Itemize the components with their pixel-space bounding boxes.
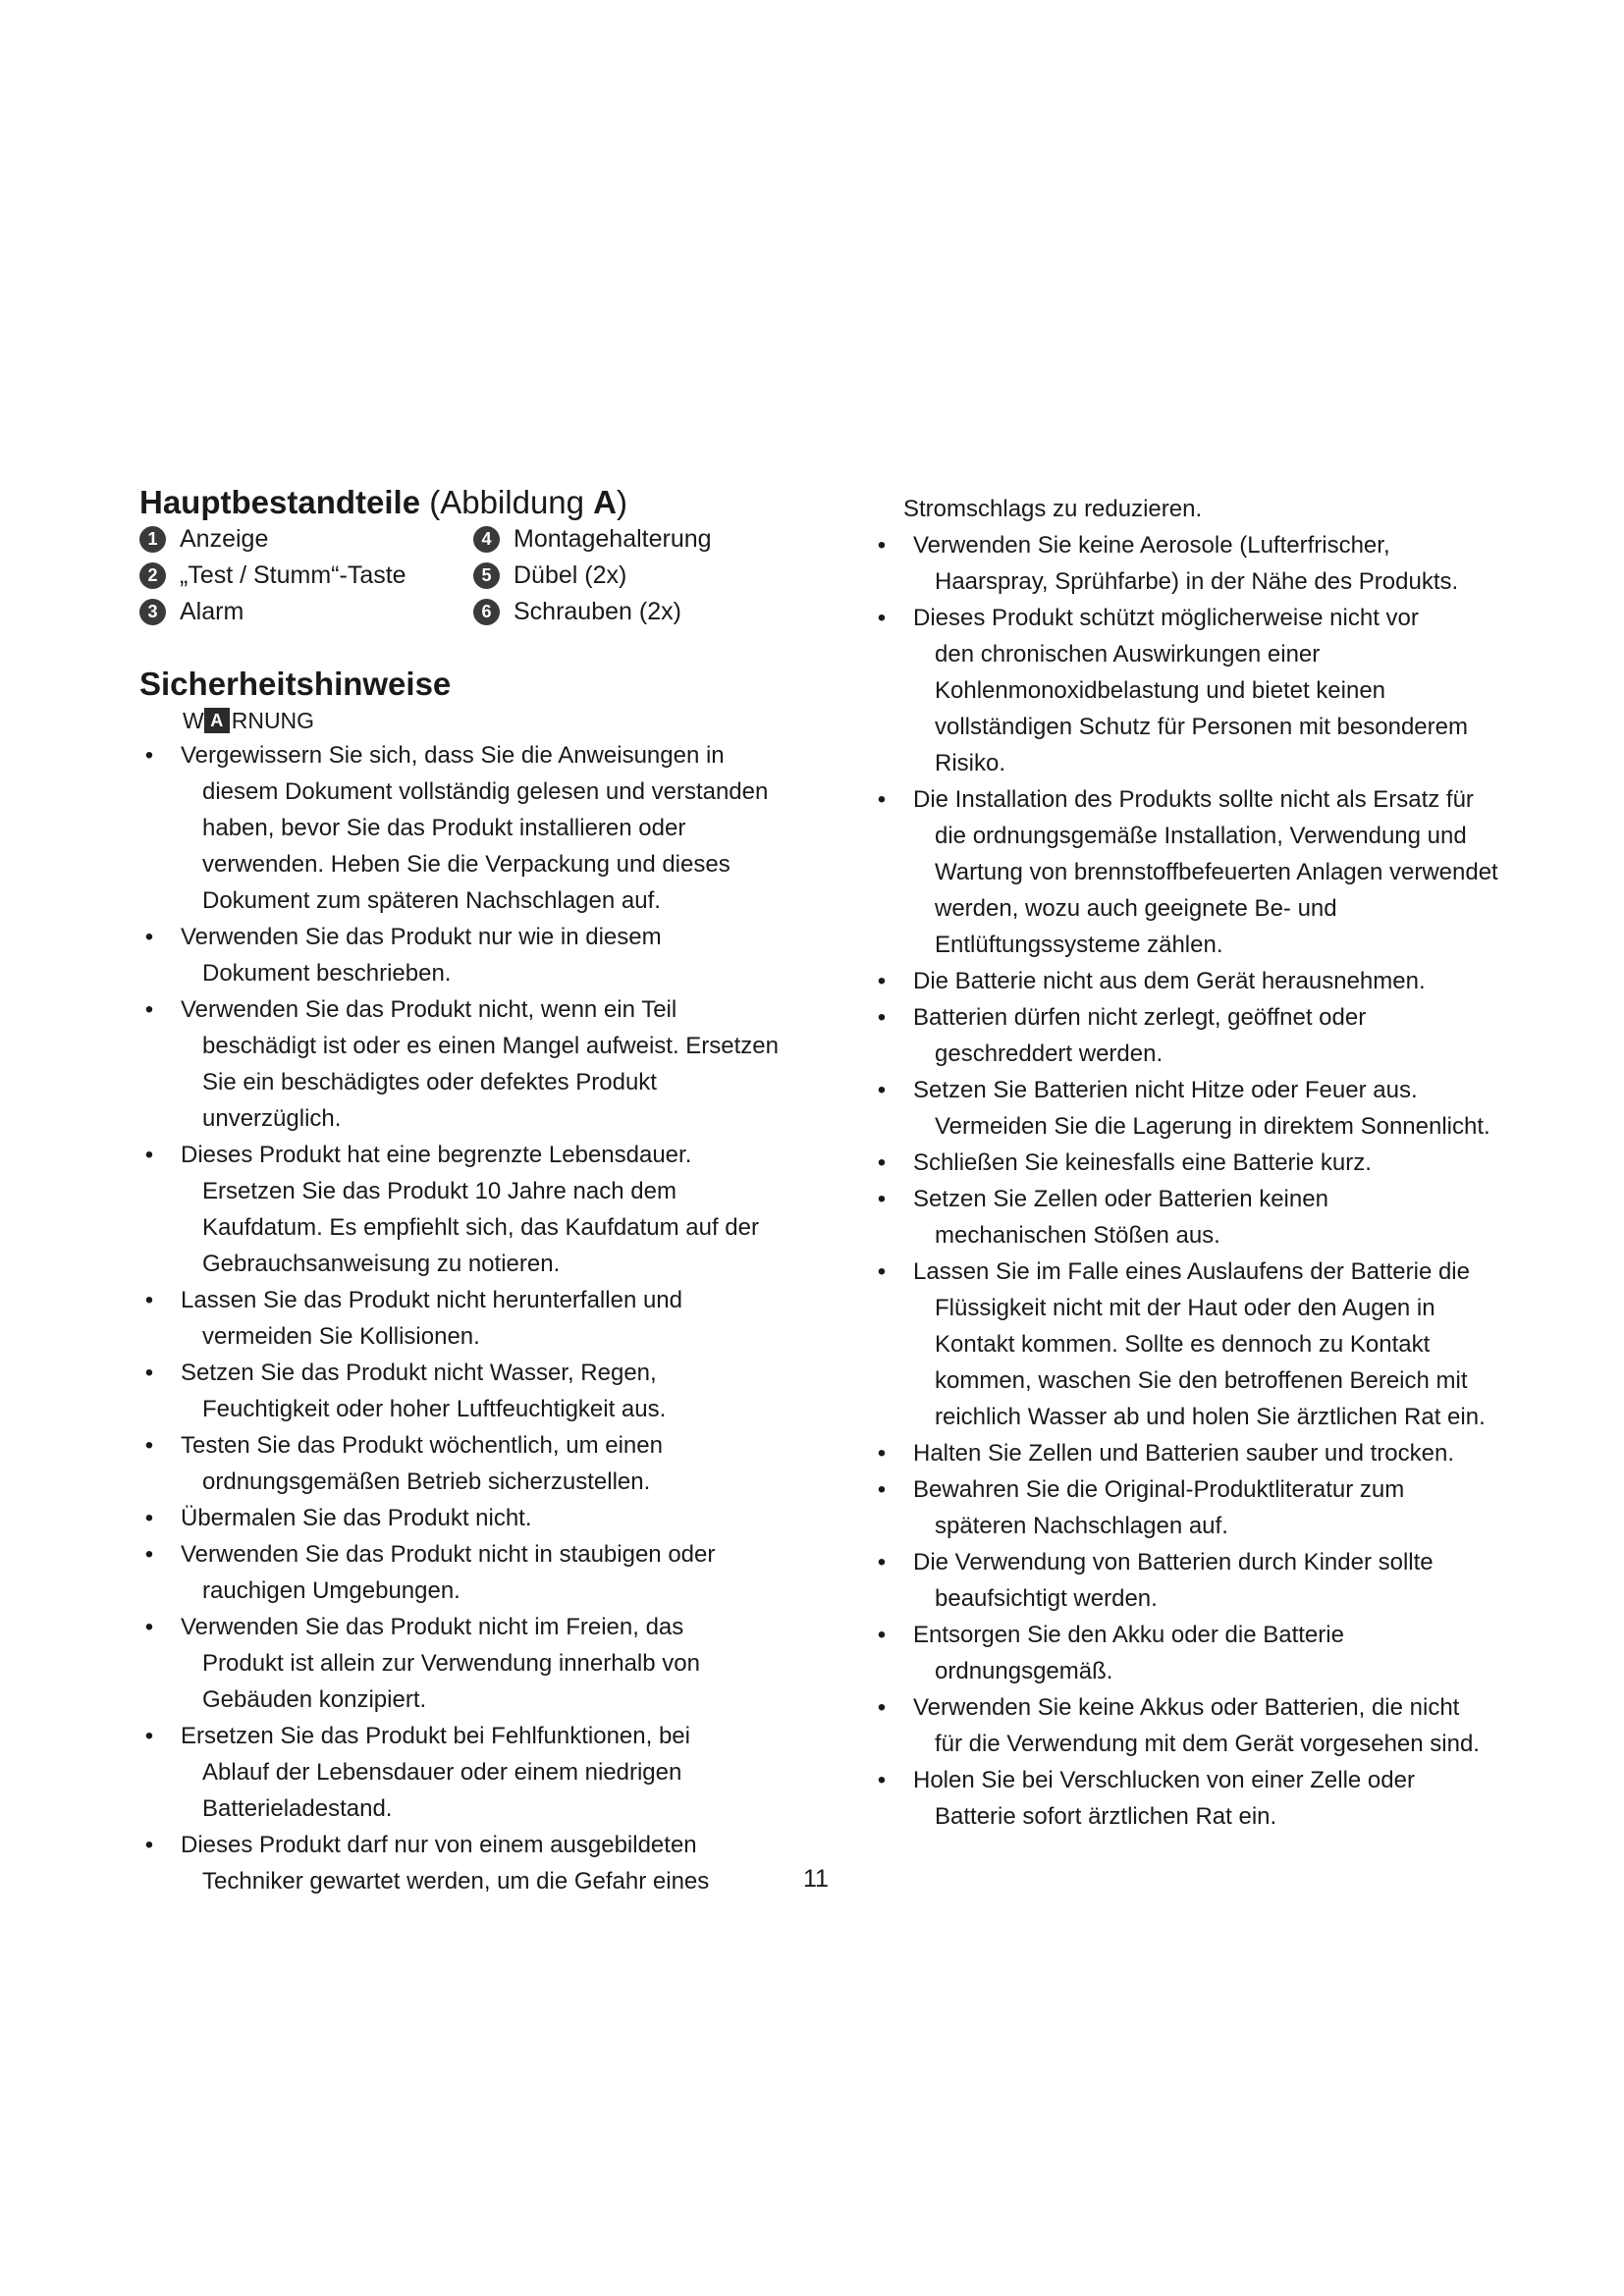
- list-item: • Testen Sie das Produkt wöchentlich, um einen ordnungsgemäßen Betrieb sicherzustellen.: [139, 1427, 797, 1500]
- number-3-icon: 3: [139, 599, 166, 625]
- list-item: • Dieses Produkt schützt möglicherweise nicht vor den chronischen Auswirkungen einer Kohlenmonoxidbelastung und bietet keinen vollständigen Schutz für Personen mit besonderem Risiko.: [872, 600, 1500, 781]
- components-heading: Hauptbestandteile (Abbildung A): [139, 484, 628, 520]
- list-item: • Verwenden Sie das Produkt nicht in staubigen oder rauchigen Umgebungen.: [139, 1536, 797, 1609]
- list-item: • Schließen Sie keinesfalls eine Batterie kurz.: [872, 1145, 1500, 1181]
- component-item: 2 „Test / Stumm“-Taste: [139, 559, 473, 593]
- safety-list-right: [872, 527, 1500, 1835]
- list-item: • Batterien dürfen nicht zerlegt, geöffnet oder geschreddert werden.: [872, 999, 1500, 1072]
- list-item: • Die Installation des Produkts sollte nicht als Ersatz für die ordnungsgemäße Installation, Verwendung und Wartung von brennstoffbefeuerten Anlagen verwendet werden, wozu auch geeignete Be- und Entlüftungssysteme zählen.: [872, 781, 1500, 963]
- number-5-icon: 5: [473, 562, 500, 589]
- component-item: 3 Alarm: [139, 595, 473, 629]
- list-item: • Setzen Sie das Produkt nicht Wasser, Regen, Feuchtigkeit oder hoher Luftfeuchtigkeit aus.: [139, 1355, 797, 1427]
- safety-heading: Sicherheitshinweise: [139, 666, 452, 702]
- list-item: • Ersetzen Sie das Produkt bei Fehlfunktionen, bei Ablauf der Lebensdauer oder einem niedrigen Batterieladestand.: [139, 1718, 797, 1827]
- list-item: • Lassen Sie das Produkt nicht herunterfallen und vermeiden Sie Kollisionen.: [139, 1282, 797, 1355]
- list-item: • Setzen Sie Batterien nicht Hitze oder Feuer aus. Vermeiden Sie die Lagerung in direktem Sonnenlicht.: [872, 1072, 1500, 1145]
- list-item: • Holen Sie bei Verschlucken von einer Zelle oder Batterie sofort ärztlichen Rat ein.: [872, 1762, 1500, 1835]
- right-column: [872, 491, 1500, 1835]
- component-item: 1 Anzeige: [139, 522, 473, 557]
- left-column: [139, 483, 797, 1899]
- number-6-icon: 6: [473, 599, 500, 625]
- page-number: 11: [803, 1865, 829, 1893]
- list-item: • Lassen Sie im Falle eines Auslaufens der Batterie die Flüssigkeit nicht mit der Haut oder den Augen in Kontakt kommen. Sollte es dennoch zu Kontakt kommen, waschen Sie den betroffenen Bereich mit reichlich Wasser ab und holen Sie ärztlichen Rat ein.: [872, 1254, 1500, 1435]
- list-item: • Bewahren Sie die Original-Produktliteratur zum späteren Nachschlagen auf.: [872, 1471, 1500, 1544]
- list-item: • Entsorgen Sie den Akku oder die Batterie ordnungsgemäß.: [872, 1617, 1500, 1689]
- continued-text: Stromschlags zu reduzieren.: [903, 496, 1203, 522]
- list-item: • Vergewissern Sie sich, dass Sie die Anweisungen in diesem Dokument vollständig gelesen und verstanden haben, bevor Sie das Produkt installieren oder verwenden. Heben Sie die Verpackung und dieses Dokument zum späteren Nachschlagen auf.: [139, 737, 797, 919]
- list-item: • Die Batterie nicht aus dem Gerät herausnehmen.: [872, 963, 1500, 999]
- number-2-icon: 2: [139, 562, 166, 589]
- list-item: • Dieses Produkt hat eine begrenzte Lebensdauer. Ersetzen Sie das Produkt 10 Jahre nach dem Kaufdatum. Es empfiehlt sich, das Kaufdatum auf der Gebrauchsanweisung zu notieren.: [139, 1137, 797, 1282]
- list-item: • Halten Sie Zellen und Batterien sauber und trocken.: [872, 1435, 1500, 1471]
- list-item: • Setzen Sie Zellen oder Batterien keinen mechanischen Stößen aus.: [872, 1181, 1500, 1254]
- list-item: • Verwenden Sie das Produkt nur wie in diesem Dokument beschrieben.: [139, 919, 797, 991]
- number-1-icon: 1: [139, 526, 166, 553]
- list-item: • Verwenden Sie das Produkt nicht im Freien, das Produkt ist allein zur Verwendung innerhalb von Gebäuden konzipiert.: [139, 1609, 797, 1718]
- list-item: • Dieses Produkt darf nur von einem ausgebildeten Techniker gewartet werden, um die Gefahr eines: [139, 1827, 797, 1899]
- number-4-icon: 4: [473, 526, 500, 553]
- list-item: • Verwenden Sie keine Aerosole (Lufterfrischer, Haarspray, Sprühfarbe) in der Nähe des Produkts.: [872, 527, 1500, 600]
- list-item: • Die Verwendung von Batterien durch Kinder sollte beaufsichtigt werden.: [872, 1544, 1500, 1617]
- list-item: • Verwenden Sie das Produkt nicht, wenn ein Teil beschädigt ist oder es einen Mangel aufweist. Ersetzen Sie ein beschädigtes oder defektes Produkt unverzüglich.: [139, 991, 797, 1137]
- warning-triangle-icon: A: [204, 708, 230, 733]
- warning-label: W A RNUNG: [183, 708, 315, 733]
- safety-list-left: [139, 737, 797, 1899]
- list-item: • Übermalen Sie das Produkt nicht.: [139, 1500, 797, 1536]
- components-list: [139, 522, 797, 629]
- list-item: • Verwenden Sie keine Akkus oder Batterien, die nicht für die Verwendung mit dem Gerät vorgesehen sind.: [872, 1689, 1500, 1762]
- component-item: 6 Schrauben (2x): [473, 595, 797, 629]
- component-item: 5 Dübel (2x): [473, 559, 797, 593]
- component-item: 4 Montagehalterung: [473, 522, 797, 557]
